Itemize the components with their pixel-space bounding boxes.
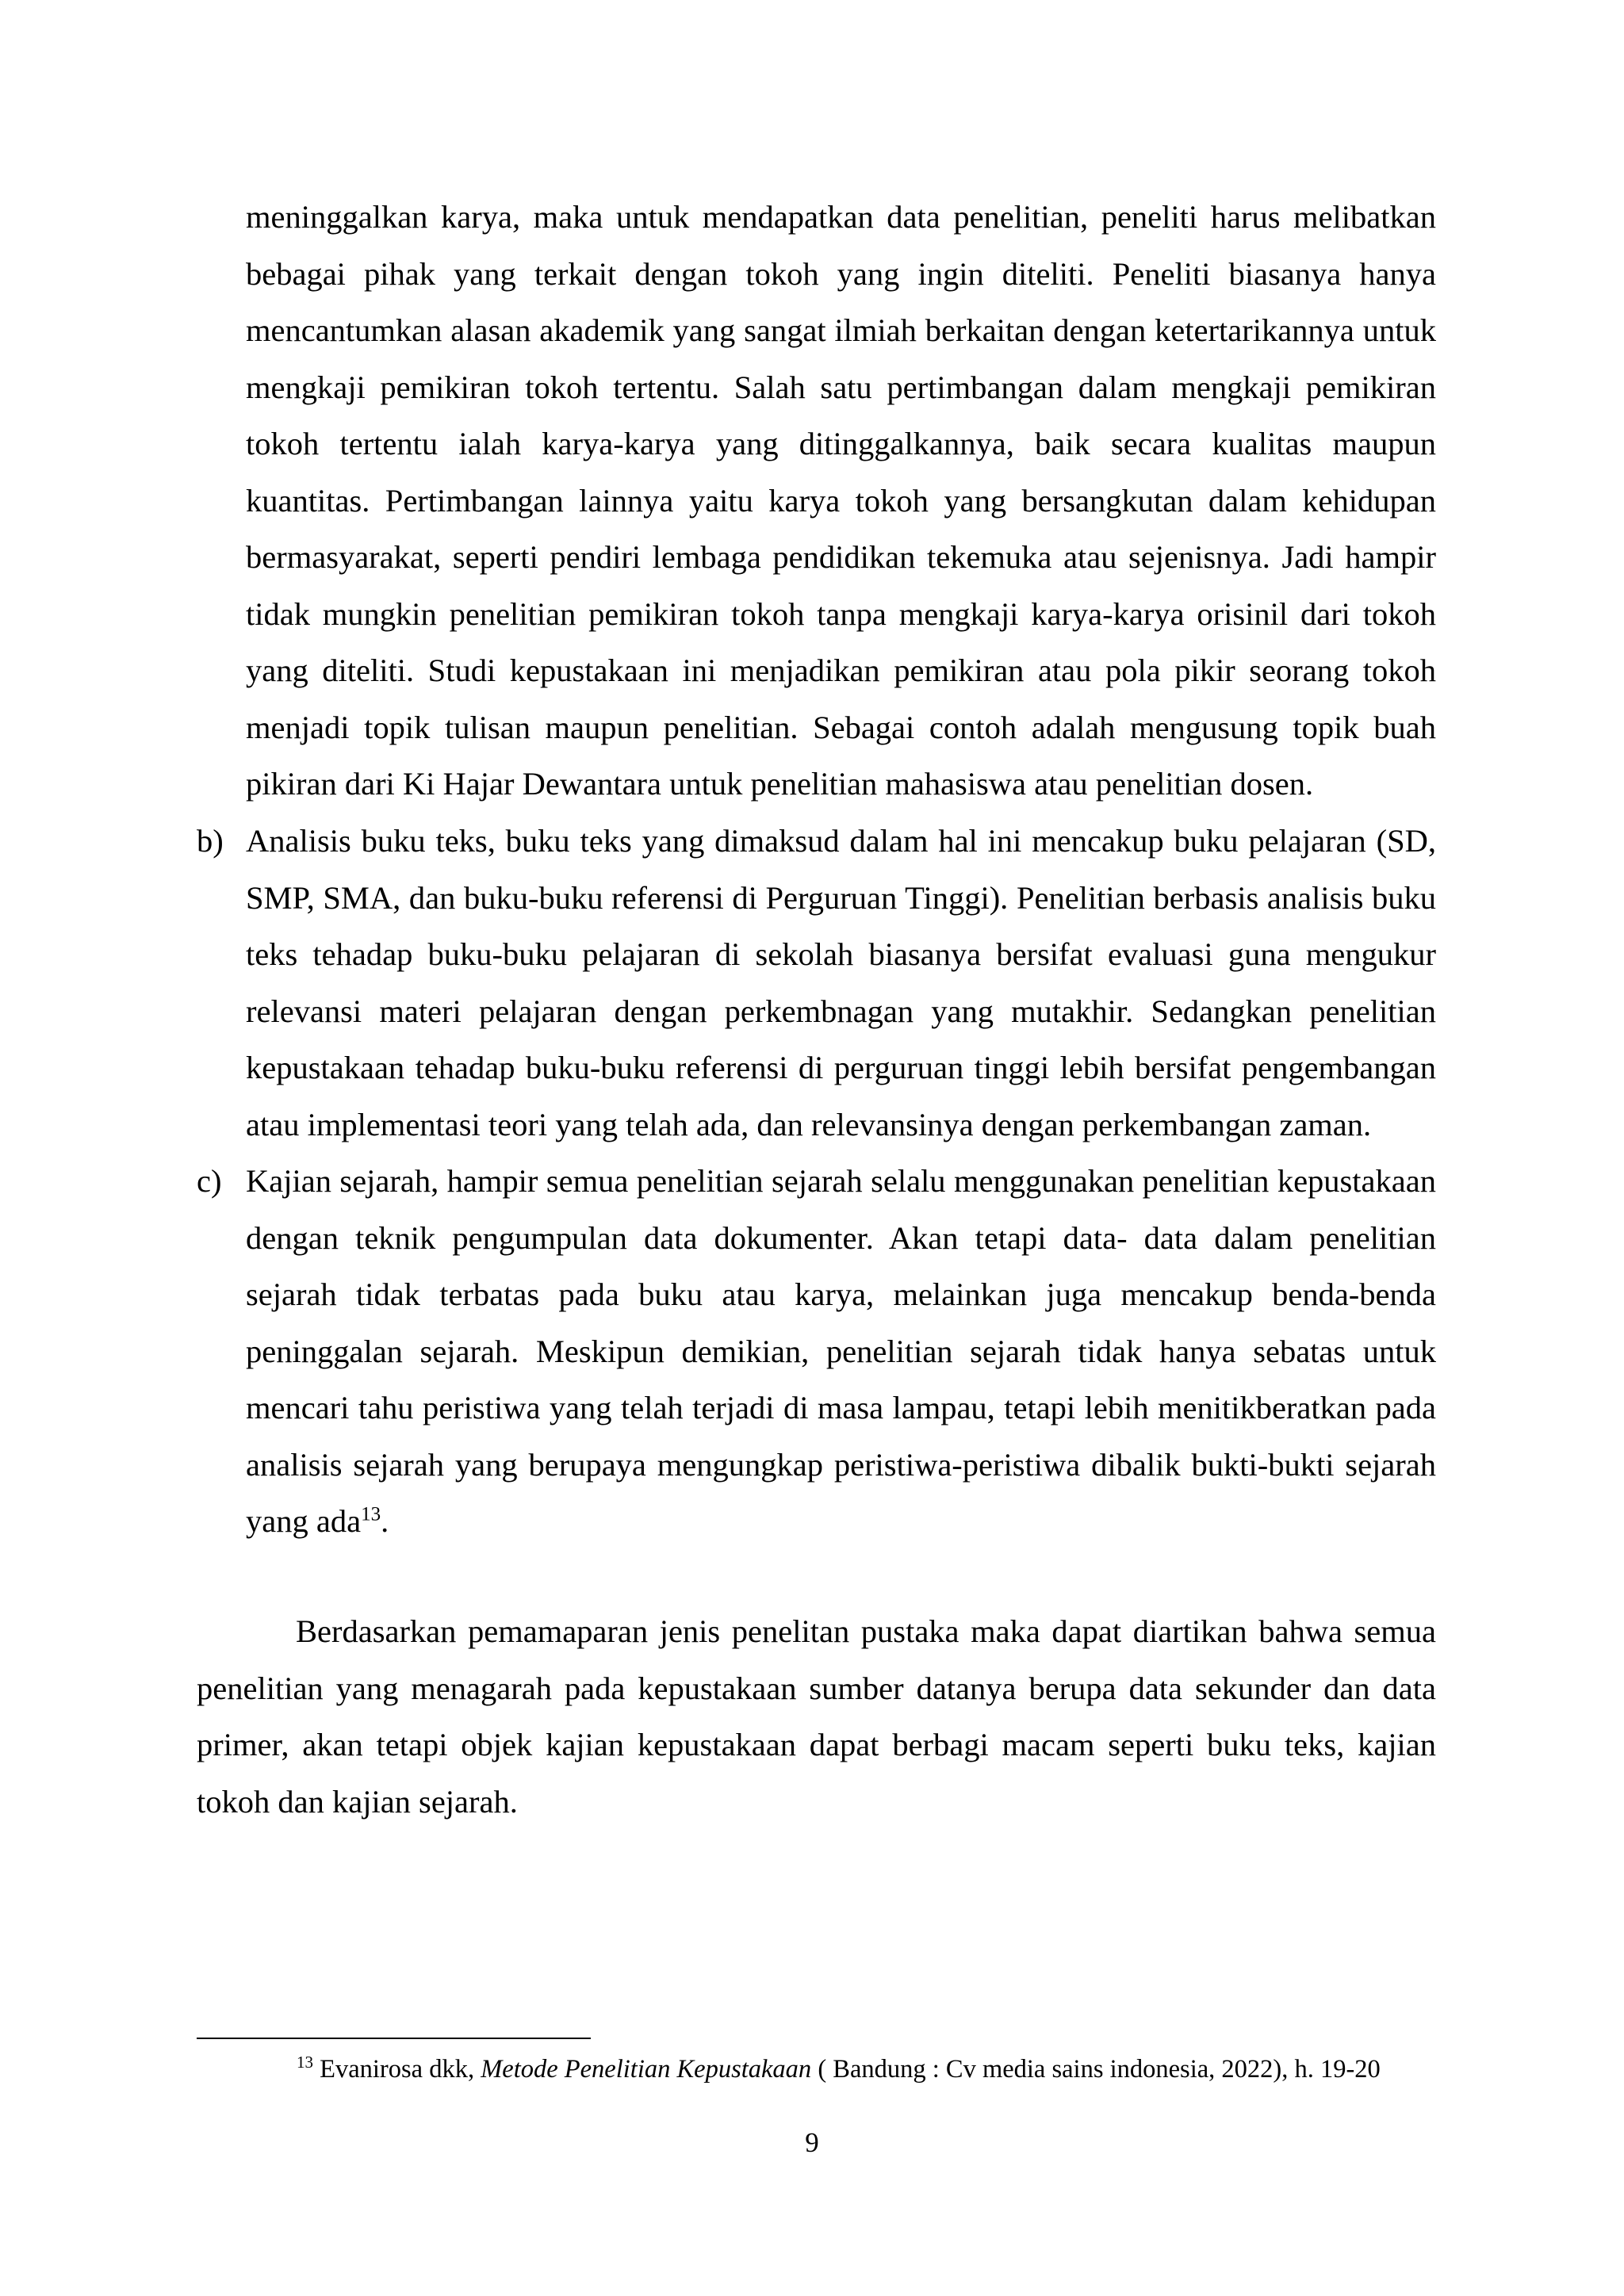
list-marker-b: b) — [197, 823, 224, 859]
list-item-c-trailing: . — [381, 1503, 389, 1539]
list-marker-c: c) — [197, 1163, 222, 1199]
page-number: 9 — [805, 2127, 819, 2158]
ordered-list — [197, 813, 1436, 1550]
list-item-c — [197, 1153, 1436, 1550]
footnote-author: Evanirosa dkk, — [320, 2055, 481, 2084]
footnote-reference[interactable]: 13 — [361, 1503, 381, 1525]
footnote-details: ( Bandung : Cv media sains indonesia, 2022), h. 19-20 — [811, 2055, 1381, 2084]
conclusion-paragraph: Berdasarkan pemamaparan jenis penelitan pustaka maka dapat diartikan bahwa semua penelitian yang menagarah pada kepustakaan sumber datanya berupa data sekunder dan data primer, akan tetapi objek kajian kepustakaan dapat berbagi macam seperti buku teks, kajian tokoh dan kajian sejarah. — [197, 1613, 1436, 1820]
footnote-separator — [197, 2038, 591, 2039]
list-item-b-text: Analisis buku teks, buku teks yang dimaksud dalam hal ini mencakup buku pelajaran (SD, SMP, SMA, dan buku-buku referensi di Perguruan Tinggi). Penelitian berbasis analisis buku teks tehadap buku-buku pelajaran di sekolah biasanya bersifat evaluasi guna mengukur relevansi materi pelajaran dengan perkembnagan yang mutakhir. Sedangkan penelitian kepustakaan tehadap buku-buku referensi di perguruan tinggi lebih bersifat pengembangan atau implementasi teori yang telah ada, dan relevansinya dengan perkembangan zaman. — [246, 823, 1436, 1142]
footnote-number: 13 — [297, 2053, 313, 2072]
list-item-c-text: Kajian sejarah, hampir semua penelitian sejarah selalu menggunakan penelitian kepustakaan dengan teknik pengumpulan data dokumenter. Akan tetapi data- data dalam penelitian sejarah tidak terbatas pada buku atau karya, melainkan juga mencakup benda-benda peninggalan sejarah. Meskipun demikian, penelitian sejarah tidak hanya sebatas untuk mencari tahu peristiwa yang telah terjadi di masa lampau, tetapi lebih menitikberatkan pada analisis sejarah yang berupaya mengungkap peristiwa-peristiwa dibalik bukti-bukti sejarah yang ada — [246, 1163, 1436, 1539]
continuation-paragraph: meninggalkan karya, maka untuk mendapatkan data penelitian, peneliti harus melibatkan bebagai pihak yang terkait dengan tokoh yang ingin diteliti. Peneliti biasanya hanya mencantumkan alasan akademik yang sangat ilmiah berkaitan dengan ketertarikannya untuk mengkaji pemikiran tokoh tertentu. Salah satu pertimbangan dalam mengkaji pemikiran tokoh tertentu ialah karya-karya yang ditinggalkannya, baik secara kualitas maupun kuantitas. Pertimbangan lainnya yaitu karya tokoh yang bersangkutan dalam kehidupan bermasyarakat, seperti pendiri lembaga pendidikan tekemuka atau sejenisnya. Jadi hampir tidak mungkin penelitian pemikiran tokoh tanpa mengkaji karya-karya orisinil dari tokoh yang diteliti. Studi kepustakaan ini menjadikan pemikiran atau pola pikir seorang tokoh menjadi topik tulisan maupun penelitian. Sebagai contoh adalah mengusung topik buah pikiran dari Ki Hajar Dewantara untuk penelitian mahasiswa atau penelitian dosen. — [246, 199, 1436, 802]
list-item-b — [197, 813, 1436, 1153]
footnote-title: Metode Penelitian Kepustakaan — [481, 2055, 812, 2084]
footnote — [197, 2050, 1436, 2089]
